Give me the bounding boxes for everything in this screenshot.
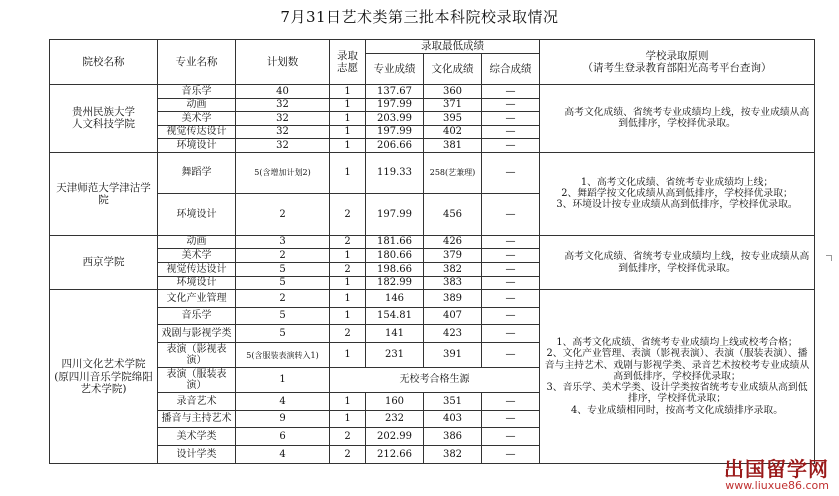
pro-score: 146 [366, 290, 424, 308]
admit-volunteer: 2 [330, 194, 366, 236]
major-name: 文化产业管理 [158, 290, 236, 308]
major-name: 美术学 [158, 112, 236, 126]
plan-count: 9 [236, 410, 330, 428]
comp-score: — [482, 194, 540, 236]
major-name: 动画 [158, 235, 236, 249]
comp-score: — [482, 325, 540, 343]
cul-score: 456 [424, 194, 482, 236]
cul-score: 258(艺兼理) [424, 152, 482, 194]
pro-score: 197.99 [366, 125, 424, 139]
header-major: 专业名称 [158, 40, 236, 85]
comp-score: — [482, 112, 540, 126]
major-name: 美术学 [158, 249, 236, 263]
major-name: 表演（影视表演） [158, 343, 236, 368]
major-name: 音乐学 [158, 307, 236, 325]
school-name: 天津师范大学津沽学院 [50, 152, 158, 235]
cul-score: 371 [424, 98, 482, 112]
comp-score: — [482, 152, 540, 194]
cul-score: 382 [424, 446, 482, 464]
school-name: 四川文化艺术学院 (原四川音乐学院绵阳 艺术学院) [50, 290, 158, 464]
rule-line: 1、高考文化成绩、省统考专业成绩均上线； [580, 176, 774, 188]
table-row [50, 290, 815, 308]
pro-score: 181.66 [366, 235, 424, 249]
comp-score: — [482, 235, 540, 249]
pro-score: 203.99 [366, 112, 424, 126]
header-pro-score: 专业成绩 [366, 54, 424, 85]
admit-volunteer: 2 [330, 325, 366, 343]
admit-volunteer: 2 [330, 446, 366, 464]
comp-score: — [482, 276, 540, 290]
rule-line: 高考文化成绩、省统考专业成绩均上线，按专业成绩从高到低排序，学校择优录取。 [564, 251, 810, 274]
admit-volunteer: 2 [330, 428, 366, 446]
header-plan: 计划数 [236, 40, 330, 85]
pro-score: 154.81 [366, 307, 424, 325]
admit-volunteer: 1 [330, 152, 366, 194]
major-name: 环境设计 [158, 276, 236, 290]
admit-volunteer: 1 [330, 307, 366, 325]
admission-rules [540, 290, 815, 464]
pro-score: 160 [366, 393, 424, 411]
admit-volunteer: 1 [330, 125, 366, 139]
admit-volunteer: 1 [330, 343, 366, 368]
major-name: 表演（服装表演） [158, 368, 236, 393]
plan-count: 1 [236, 368, 330, 393]
cul-score: 379 [424, 249, 482, 263]
rule-line: 高考文化成绩、省统考专业成绩均上线，按专业成绩从高到低排序，学校择优录取。 [564, 107, 810, 130]
cul-score: 391 [424, 343, 482, 368]
comp-score: — [482, 428, 540, 446]
pro-score: 141 [366, 325, 424, 343]
cul-score: 389 [424, 290, 482, 308]
pro-score: 197.99 [366, 98, 424, 112]
admit-volunteer: 1 [330, 112, 366, 126]
pro-score: 212.66 [366, 446, 424, 464]
cul-score: 395 [424, 112, 482, 126]
cul-score: 403 [424, 410, 482, 428]
site-watermark [724, 459, 829, 492]
watermark-logo-text: 出国留学网 [724, 457, 829, 481]
header-min-score: 录取最低成绩 [366, 40, 540, 54]
comp-score: — [482, 446, 540, 464]
cul-score: 360 [424, 85, 482, 99]
plan-count: 5(含增加计划2) [236, 152, 330, 194]
admit-volunteer: 1 [330, 393, 366, 411]
comp-score: — [482, 98, 540, 112]
plan-count: 40 [236, 85, 330, 99]
pro-score: 180.66 [366, 249, 424, 263]
admit-volunteer: 2 [330, 235, 366, 249]
pro-score: 197.99 [366, 194, 424, 236]
admit-volunteer: 1 [330, 85, 366, 99]
rule-line: 2、舞蹈学按文化成绩从高到低排序，学校择优录取； [561, 188, 793, 200]
admit-volunteer: 1 [330, 249, 366, 263]
plan-count: 4 [236, 446, 330, 464]
plan-count: 4 [236, 393, 330, 411]
header-comp-score: 综合成绩 [482, 54, 540, 85]
major-name: 播音与主持艺术 [158, 410, 236, 428]
cul-score: 381 [424, 139, 482, 153]
major-name: 视觉传达设计 [158, 125, 236, 139]
admission-rules [540, 235, 815, 289]
plan-count: 32 [236, 125, 330, 139]
cul-score: 407 [424, 307, 482, 325]
pro-score: 137.67 [366, 85, 424, 99]
comp-score: — [482, 393, 540, 411]
comp-score: — [482, 410, 540, 428]
pro-score: 231 [366, 343, 424, 368]
pro-score: 182.99 [366, 276, 424, 290]
comp-score: — [482, 263, 540, 277]
pro-score: 119.33 [366, 152, 424, 194]
watermark-url: www.liuxue86.com [725, 479, 829, 492]
page-edge-mark [826, 255, 832, 261]
pro-score: 202.99 [366, 428, 424, 446]
plan-count: 2 [236, 194, 330, 236]
major-name: 美术学类 [158, 428, 236, 446]
pro-score: 232 [366, 410, 424, 428]
cul-score: 423 [424, 325, 482, 343]
rule-line: 1、高考文化成绩、省统考专业成绩均上线或校考合格； [556, 337, 798, 349]
header-school: 院校名称 [50, 40, 158, 85]
rule-line: 4、专业成绩相同时，按高考文化成绩排序录取。 [571, 404, 784, 416]
rule-line: 3、环境设计按专业成绩从高到低排序，学校择优录取。 [556, 199, 798, 211]
plan-count: 5 [236, 276, 330, 290]
admit-volunteer: 1 [330, 139, 366, 153]
rule-line: 2、文化产业管理、表演（影视表演）、表演（服装表演）、播音与主持艺术、戏剧与影视学类、录音艺术按校考专业成绩从高到低排序，学校择优录取； [544, 348, 810, 382]
admit-volunteer: 2 [330, 263, 366, 277]
school-name: 贵州民族大学 人文科技学院 [50, 85, 158, 153]
major-name: 录音艺术 [158, 393, 236, 411]
school-name: 西京学院 [50, 235, 158, 289]
admission-rules [540, 152, 815, 235]
major-name: 音乐学 [158, 85, 236, 99]
comp-score: — [482, 139, 540, 153]
plan-count: 2 [236, 290, 330, 308]
header-rules: 学校录取原则 （请考生登录教育部阳光高考平台查询） [540, 40, 815, 85]
table-row [50, 235, 815, 249]
plan-count: 32 [236, 139, 330, 153]
pro-score: 198.66 [366, 263, 424, 277]
major-name: 设计学类 [158, 446, 236, 464]
cul-score: 382 [424, 263, 482, 277]
plan-count: 5 [236, 263, 330, 277]
cul-score: 386 [424, 428, 482, 446]
header-cul-score: 文化成绩 [424, 54, 482, 85]
comp-score: — [482, 290, 540, 308]
cul-score: 402 [424, 125, 482, 139]
rule-line: 3、音乐学、美术学类、设计学类按省统考专业成绩从高到低排序，学校择优录取； [546, 382, 808, 405]
comp-score: — [482, 249, 540, 263]
cul-score: 383 [424, 276, 482, 290]
pro-score: 206.66 [366, 139, 424, 153]
table-row [50, 85, 815, 99]
comp-score: — [482, 85, 540, 99]
plan-count: 3 [236, 235, 330, 249]
plan-count: 6 [236, 428, 330, 446]
cul-score: 351 [424, 393, 482, 411]
admission-table [49, 39, 815, 464]
header-volunteer: 录取 志愿 [330, 40, 366, 85]
comp-score: — [482, 307, 540, 325]
admit-volunteer: 1 [330, 410, 366, 428]
comp-score: — [482, 125, 540, 139]
major-name: 视觉传达设计 [158, 263, 236, 277]
major-name: 环境设计 [158, 139, 236, 153]
page-title: 7月31日艺术类第三批本科院校录取情况 [280, 8, 559, 26]
no-qualified-note: 无校考合格生源 [330, 368, 540, 393]
admit-volunteer: 1 [330, 98, 366, 112]
admit-volunteer: 1 [330, 290, 366, 308]
plan-count: 32 [236, 98, 330, 112]
major-name: 舞蹈学 [158, 152, 236, 194]
comp-score: — [482, 343, 540, 368]
major-name: 环境设计 [158, 194, 236, 236]
plan-count: 32 [236, 112, 330, 126]
major-name: 戏剧与影视学类 [158, 325, 236, 343]
admission-rules [540, 85, 815, 153]
table-row [50, 152, 815, 194]
plan-count: 2 [236, 249, 330, 263]
plan-count: 5(含服装表演转入1) [236, 343, 330, 368]
cul-score: 426 [424, 235, 482, 249]
plan-count: 5 [236, 307, 330, 325]
major-name: 动画 [158, 98, 236, 112]
plan-count: 5 [236, 325, 330, 343]
admit-volunteer: 1 [330, 276, 366, 290]
